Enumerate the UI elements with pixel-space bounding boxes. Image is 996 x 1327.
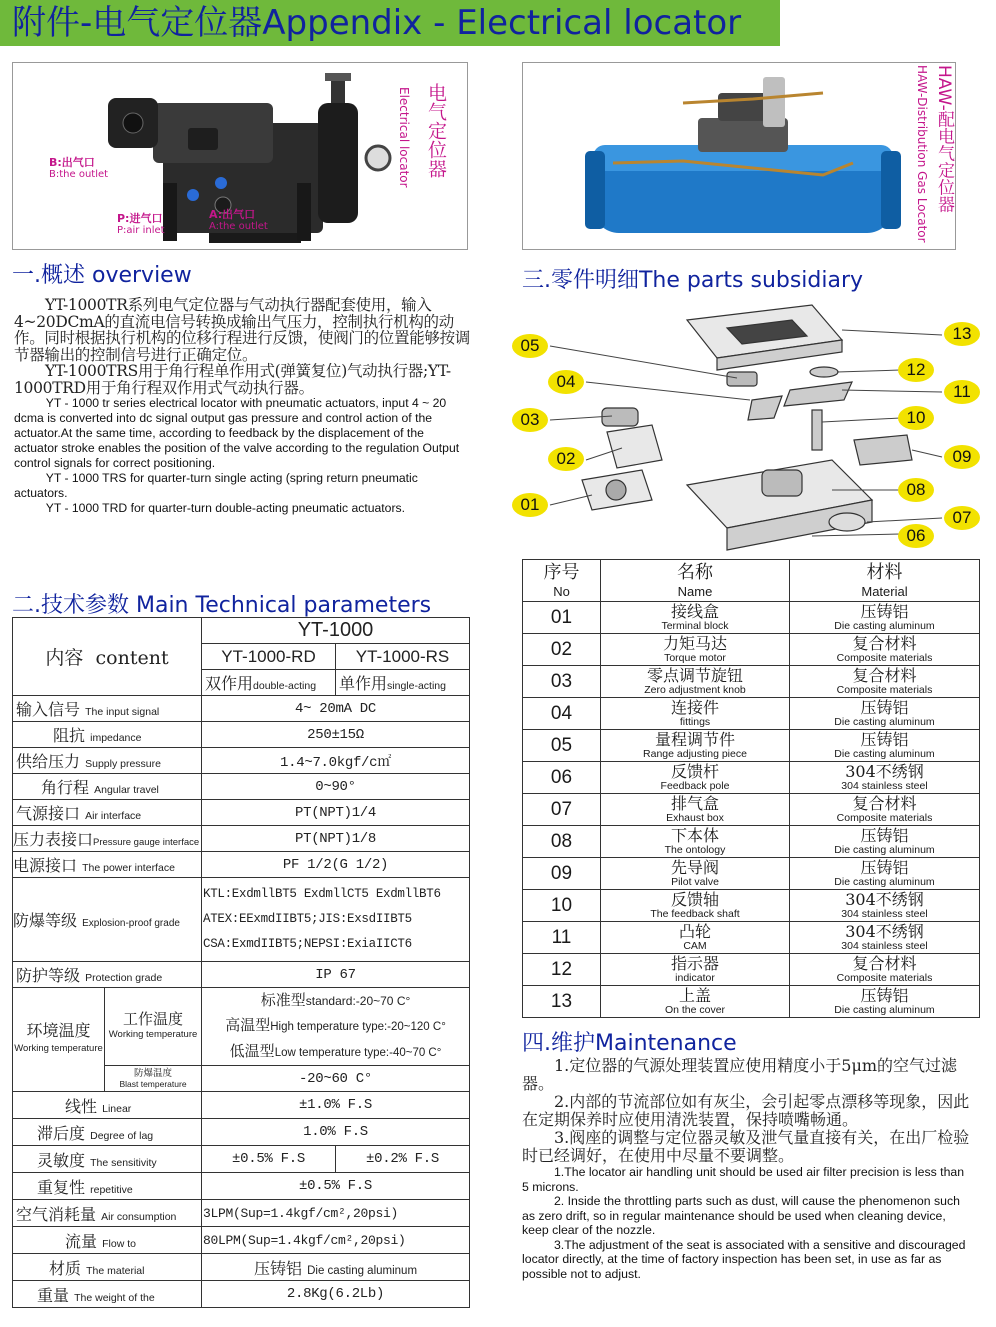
callout-outlet-a-en: A:the outlet — [209, 221, 268, 232]
overview-cn-2: YT-1000TRS用于角行程单作用式(弹簧复位)气动执行器;YT-1000TRD用于角行程双作用式气动执行器。 — [14, 362, 451, 397]
work-temp-label: 工作温度 Working temperature — [105, 988, 202, 1066]
air-label: 空气消耗量 Air consumption — [13, 1200, 202, 1227]
standard-temp: 标准型standard:-20~70 C° — [260, 991, 411, 1009]
maint-en-3: 3.The adjustment of the seat is associated with a sensitive and discouraged locator directly, at the time of factory inspection has been set, in use as far as possible not to adjust. — [522, 1237, 966, 1281]
maint-cn-3: 3.阀座的调整与定位器灵敏及泄气量直接有关，在出厂检验时已经调好，在使用中尽量不要调整。 — [522, 1128, 970, 1165]
technical-parameters-table — [12, 617, 470, 1308]
callout-inlet-p-en: P:air inlet — [117, 225, 165, 236]
callout-outlet-b-en: B:the outlet — [49, 169, 109, 180]
lag-value: 1.0% F.S — [202, 1119, 470, 1146]
param-value: 250±15Ω — [202, 722, 470, 748]
env-temp-label: 环境温度 Working temperature — [13, 988, 105, 1092]
lag-label: 滞后度 Degree of lag — [13, 1119, 202, 1146]
overview-en-2: YT - 1000 TRS for quarter-turn single acting (spring return pneumatic actuators. — [14, 471, 418, 500]
callout-number: 03 — [512, 408, 548, 432]
content-header-en: content — [95, 647, 169, 669]
double-acting — [202, 670, 336, 696]
parts-head-no: 序号 No — [523, 560, 601, 602]
param-value: 1.4~7.0kgf/c㎡ — [202, 748, 470, 774]
callout-outlet-b — [49, 157, 108, 180]
single-acting-cn: 单作用 — [339, 674, 388, 693]
table-row: 09 先导阀 Pilot valve 压铸铝 Die casting aluminum — [523, 858, 980, 890]
model-rs: YT-1000-RS — [336, 644, 470, 670]
parts-head-name: 名称 Name — [601, 560, 790, 602]
single-acting — [336, 670, 470, 696]
param-label: 输入信号 The input signal — [13, 696, 202, 722]
weight-label: 重量 The weight of the — [13, 1281, 202, 1308]
param-value: PT(NPT)1/8 — [202, 826, 470, 852]
table-row: 05 量程调节件 Range adjusting piece 压铸铝 Die casting aluminum — [523, 730, 980, 762]
maintenance-text — [522, 1057, 972, 1281]
explosion-values — [202, 878, 470, 962]
callout-outlet-a — [209, 209, 268, 232]
table-row: 06 反馈杆 Feedback pole 304不绣钢 304 stainless steel — [523, 762, 980, 794]
overview-text — [14, 297, 470, 516]
callout-inlet-p-cn: P:进气口 — [117, 212, 163, 225]
table-row: 07 排气盒 Exhaust box 复合材料 Composite materials — [523, 794, 980, 826]
overview-cn-1: YT-1000TR系列电气定位器与气动执行器配套使用，输入4~20DCmA的直流电信号转换成输出气压力，控制执行机构的动作。同时根据执行机构的位移行程进行反馈，使阀门的位置能够按调节器输出的控制信号进行正确定位。 — [14, 296, 471, 364]
locator-photo — [12, 62, 468, 250]
content-header-cn: 内容 — [45, 647, 84, 669]
single-acting-en: single-acting — [387, 680, 446, 692]
table-row: 12 指示器 indicator 复合材料 Composite materials — [523, 954, 980, 986]
callout-number: 06 — [898, 524, 934, 548]
param-label: 电源接口 The power interface — [13, 852, 202, 878]
overview-en-1: YT - 1000 tr series electrical locator with pneumatic actuators, input 4 ~ 20 dcma is converted into dc signal output gas pressure and control action of the actuator.At the same time, according to feedback by the displacement of the actuator stroke enables the position of the valve according to the regulation Output control signals for correct positioning. — [14, 396, 460, 470]
table-row: 02 力矩马达 Torque motor 复合材料 Composite materials — [523, 634, 980, 666]
locator-label-en: Electrical locator — [397, 87, 411, 188]
table-row: 10 反馈轴 The feedback shaft 304不绣钢 304 stainless steel — [523, 890, 980, 922]
repeat-label: 重复性 repetitive — [13, 1173, 202, 1200]
model-header: YT-1000 — [202, 618, 470, 644]
exploded-diagram — [512, 300, 984, 552]
flow-label: 流量 Flow to — [13, 1227, 202, 1254]
sensitivity-label: 灵敏度 The sensitivity — [13, 1146, 202, 1173]
param-label: 气源接口 Air interface — [13, 800, 202, 826]
linear-label: 线性 Linear — [13, 1092, 202, 1119]
callout-number: 01 — [512, 493, 548, 517]
param-label: 压力表接口Pressure gauge interface — [13, 826, 202, 852]
maintenance-heading: 四.维护Maintenance — [522, 1031, 737, 1056]
locator-label-cn: 电气定位器 — [425, 83, 447, 178]
content-header — [13, 618, 202, 696]
parts-heading: 三.零件明细The parts subsidiary — [522, 268, 864, 293]
repeat-value: ±0.5% F.S — [202, 1173, 470, 1200]
model-rd: YT-1000-RD — [202, 644, 336, 670]
maint-cn-2: 2.内部的节流部位如有灰尘，会引起零点漂移等现象，因此在定期保养时应使用清洗装置，保持喷嘴畅通。 — [522, 1092, 970, 1129]
table-row: 11 凸轮 CAM 304不绣钢 304 stainless steel — [523, 922, 980, 954]
high-temp: 高温型High temperature type:-20~120 C° — [225, 1016, 446, 1034]
table-row: 03 零点调节旋钮 Zero adjustment knob 复合材料 Composite materials — [523, 666, 980, 698]
maint-en-1: 1.The locator air handling unit should be used air filter precision is less than 5 microns. — [522, 1165, 965, 1194]
callout-number: 11 — [944, 380, 980, 404]
blast-temp-value: -20~60 C° — [202, 1066, 470, 1092]
param-value: PT(NPT)1/4 — [202, 800, 470, 826]
flow-value: 80LPM(Sup=1.4kgf/cm²,20psi) — [202, 1227, 470, 1254]
sensitivity-rd: ±0.5% F.S — [202, 1146, 336, 1173]
table-row: 04 连接件 fittings 压铸铝 Die casting aluminum — [523, 698, 980, 730]
material-label: 材质 The material — [13, 1254, 202, 1281]
callout-number: 12 — [898, 358, 934, 382]
double-acting-cn: 双作用 — [205, 674, 254, 693]
haw-label-cn: HAW-配电气定位器 — [934, 65, 954, 213]
double-acting-en: double-acting — [253, 680, 317, 692]
callout-outlet-b-cn: B:出气口 — [49, 156, 95, 169]
maint-cn-1: 1.定位器的气源处理装置应使用精度小于5μm的空气过滤器。 — [522, 1056, 958, 1093]
sensitivity-rs: ±0.2% F.S — [336, 1146, 470, 1173]
callout-number: 05 — [512, 334, 548, 358]
param-value: PF 1/2(G 1/2) — [202, 852, 470, 878]
parts-table — [522, 559, 980, 1018]
work-temp-values — [202, 988, 470, 1066]
callout-number: 07 — [944, 506, 980, 530]
actuator-illustration — [523, 63, 957, 251]
callout-inlet-p — [117, 213, 165, 236]
maint-en-2: 2. Inside the throttling parts such as dust, will cause the phenomenon such as zero drift, so in regular maintenance should be used when cleaning device, keep clear of the nozzle. — [522, 1194, 961, 1237]
haw-label-en: HAW-Distribution Gas Locator — [915, 65, 929, 243]
param-value: 4~ 20mA DC — [202, 696, 470, 722]
callout-number: 08 — [898, 478, 934, 502]
callout-number: 02 — [548, 447, 584, 471]
linear-value: ±1.0% F.S — [202, 1092, 470, 1119]
weight-value: 2.8Kg(6.2Lb) — [202, 1281, 470, 1308]
protection-value: IP 67 — [202, 962, 470, 988]
table-row: 13 上盖 On the cover 压铸铝 Die casting aluminum — [523, 986, 980, 1018]
technical-heading: 二.技术参数 Main Technical parameters — [12, 593, 432, 618]
overview-heading: 一.概述 overview — [12, 263, 192, 288]
explosion-line: CSA:ExmdIIBT5;NEPSI:ExiaIICT6 — [203, 937, 412, 951]
callout-number: 09 — [944, 445, 980, 469]
callout-number: 10 — [898, 406, 934, 430]
table-row: 01 接线盒 Terminal block 压铸铝 Die casting aluminum — [523, 602, 980, 634]
table-row: 08 下本体 The ontology 压铸铝 Die casting aluminum — [523, 826, 980, 858]
air-value: 3LPM(Sup=1.4kgf/cm²,20psi) — [202, 1200, 470, 1227]
param-label: 角行程 Angular travel — [13, 774, 202, 800]
blast-temp-label: 防爆温度 Blast temperature — [105, 1066, 202, 1092]
callout-number: 13 — [944, 322, 980, 346]
actuator-photo — [522, 62, 956, 250]
page-title: 附件-电气定位器Appendix - Electrical locator — [0, 0, 780, 46]
callout-number: 04 — [548, 370, 584, 394]
param-value: 0~90° — [202, 774, 470, 800]
overview-en-3: YT - 1000 TRD for quarter-turn double-acting pneumatic actuators. — [45, 501, 405, 515]
protection-label: 防护等级 Protection grade — [13, 962, 202, 988]
explosion-line: KTL:ExdmllBT5 ExdmllCT5 ExdmllBT6 — [203, 887, 441, 901]
parts-head-material: 材料 Material — [790, 560, 980, 602]
explosion-label: 防爆等级 Explosion-proof grade — [13, 878, 202, 962]
callout-outlet-a-cn: A:出气口 — [209, 208, 256, 221]
explosion-line: ATEX:EExmdIIBT5;JIS:ExsdIIBT5 — [203, 912, 412, 926]
param-label: 阻抗 impedance — [13, 722, 202, 748]
material-value: 压铸铝 Die casting aluminum — [202, 1254, 470, 1281]
param-label: 供给压力 Supply pressure — [13, 748, 202, 774]
low-temp: 低温型Low temperature type:-40~70 C° — [229, 1042, 442, 1060]
